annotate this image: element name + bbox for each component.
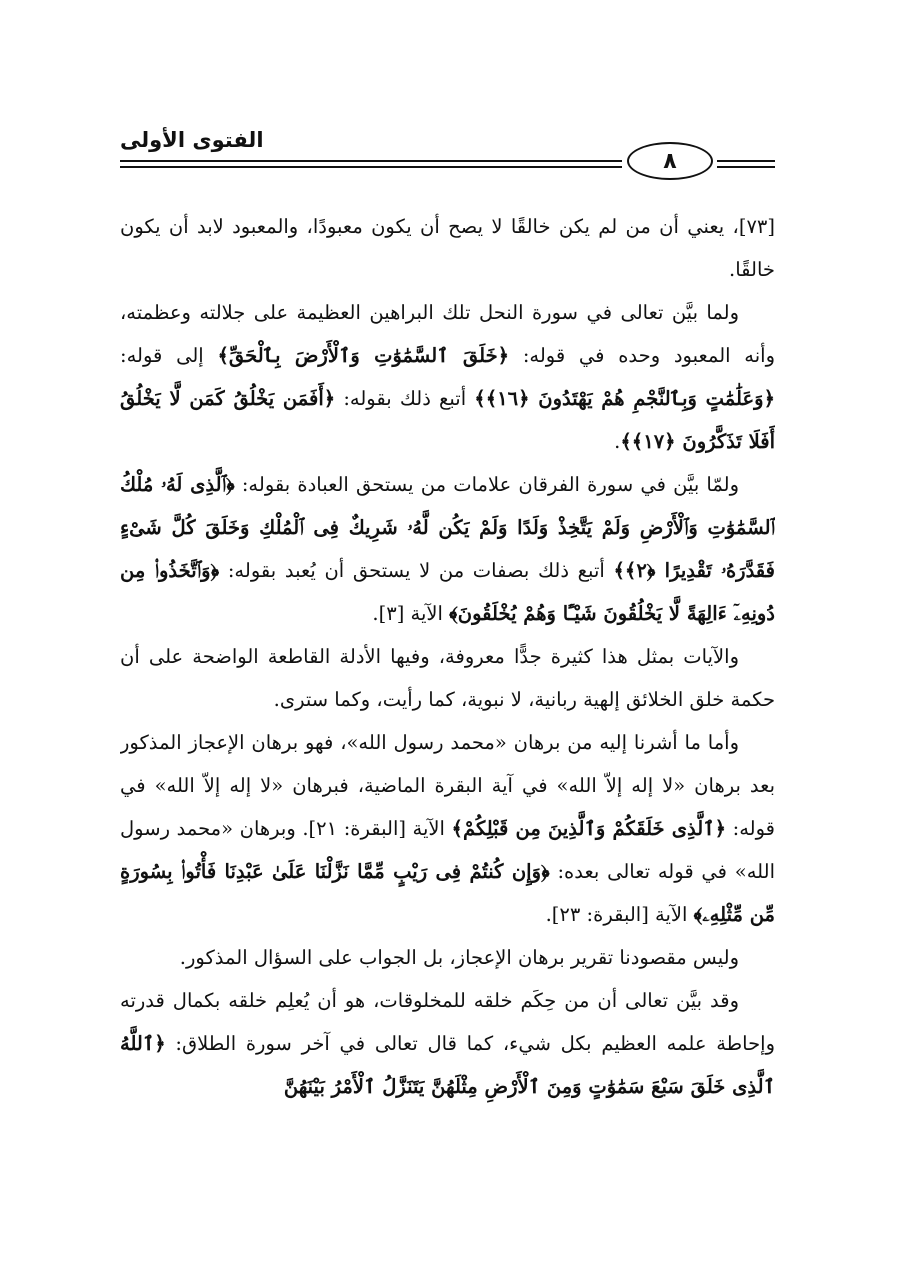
quran-verse: ﴿وَعَلَٰمَٰتٍ وَبِٱلنَّجْمِ هُمْ يَهْتَدُونَ ﴿١٦﴾﴾	[474, 387, 775, 410]
quran-verse: ﴿وَإِن كُنتُمْ فِى رَيْبٍ مِّمَّا نَزَّلْنَا عَلَىٰ عَبْدِنَا فَأْتُوا۟ بِسُورَةٍ مِّن مِّثْلِهِۦ﴾	[120, 860, 775, 926]
paragraph	[120, 205, 775, 291]
paragraph-text: الآية [البقرة: ٢٣].	[545, 903, 694, 926]
running-title: الفتوى الأولى	[120, 128, 264, 152]
paragraph	[120, 979, 775, 1108]
paragraph-text: ولمّا بيَّن في سورة الفرقان علامات من يستحق العبادة بقوله:	[234, 473, 739, 496]
quran-verse: ﴿وَٱتَّخَذُوا۟ مِن دُونِهِۦٓ ءَالِهَةً لَّا يَخْلُقُونَ شَيْـًٔا وَهُمْ يُخْلَقُونَ﴾	[120, 559, 775, 625]
page-header	[120, 118, 775, 188]
paragraph-text: أتبع ذلك بقوله:	[335, 387, 475, 410]
paragraph-text: .	[614, 430, 621, 453]
page-number: ٨	[627, 142, 713, 180]
quran-verse: ﴿ٱللَّهُ ٱلَّذِى خَلَقَ سَبْعَ سَمَٰوَٰتٍ وَمِنَ ٱلْأَرْضِ مِثْلَهُنَّ يَتَنَزَّلُ ٱلْأَمْرُ بَيْنَهُنَّ	[120, 1032, 775, 1098]
paragraph-text: أتبع ذلك بصفات من لا يستحق أن يُعبد بقوله:	[219, 559, 614, 582]
paragraph-text: ولما بيَّن تعالى في سورة النحل تلك البراهين العظيمة على جلالته وعظمته، وأنه المعبود وحده في قوله:	[120, 301, 775, 367]
main-text	[120, 205, 775, 1145]
quran-verse: ﴿خَلَقَ ٱلسَّمَٰوَٰتِ وَٱلْأَرْضَ بِٱلْحَقِّ﴾	[217, 344, 510, 367]
header-rule-left	[120, 160, 622, 162]
paragraph-text: وقد بيَّن تعالى أن من حِكَم خلقه للمخلوقات، هو أن يُعلِم خلقه بكمال قدرته وإحاطة علمه العظيم بكل شيء، كما قال تعالى في آخر سورة الطلاق:	[120, 989, 775, 1055]
paragraph	[120, 635, 775, 721]
paragraph-text: الآية [البقرة: ٢١]. وبرهان «محمد رسول الله» في قوله تعالى بعده:	[120, 817, 775, 883]
paragraph-text: وليس مقصودنا تقرير برهان الإعجاز، بل الجواب على السؤال المذكور.	[179, 946, 739, 969]
quran-verse: ﴿ٱلَّذِى لَهُۥ مُلْكُ ٱلسَّمَٰوَٰتِ وَٱلْأَرْضِ وَلَمْ يَتَّخِذْ وَلَدًا وَلَمْ يَكُن لَّهُۥ شَرِيكٌ فِى ٱلْمُلْكِ وَخَلَقَ كُلَّ شَىْءٍ فَقَدَّرَهُۥ تَقْدِيرًا ﴿٢﴾﴾	[120, 473, 775, 582]
paragraph	[120, 721, 775, 936]
paragraph-text: إلى قوله:	[120, 344, 218, 367]
paragraph-text: والآيات بمثل هذا كثيرة جدًّا معروفة، وفيها الأدلة القاطعة الواضحة على أن حكمة خلق الخلائق إلهية ربانية، لا نبوية، كما رأيت، وكما سترى.	[120, 645, 775, 711]
paragraph	[120, 291, 775, 463]
paragraph-text: وأما ما أشرنا إليه من برهان «محمد رسول الله»، فهو برهان الإعجاز المذكور بعد برهان «لا إله إلاّ الله» في آية البقرة الماضية، فبرهان «لا إله إلاّ الله» في قوله:	[120, 731, 775, 840]
paragraph-text: [٧٣]، يعني أن من لم يكن خالقًا لا يصح أن يكون معبودًا، والمعبود لابد أن يكون خالقًا.	[120, 215, 775, 281]
header-rule-right	[717, 160, 775, 162]
quran-verse: ﴿ٱلَّذِى خَلَقَكُمْ وَٱلَّذِينَ مِن قَبْلِكُمْ﴾	[451, 817, 727, 840]
paragraph	[120, 936, 775, 979]
paragraph	[120, 463, 775, 635]
paragraph-text: الآية [٣].	[372, 602, 450, 625]
quran-verse: ﴿أَفَمَن يَخْلُقُ كَمَن لَّا يَخْلُقُ أَفَلَا تَذَكَّرُونَ ﴿١٧﴾﴾	[120, 387, 775, 453]
